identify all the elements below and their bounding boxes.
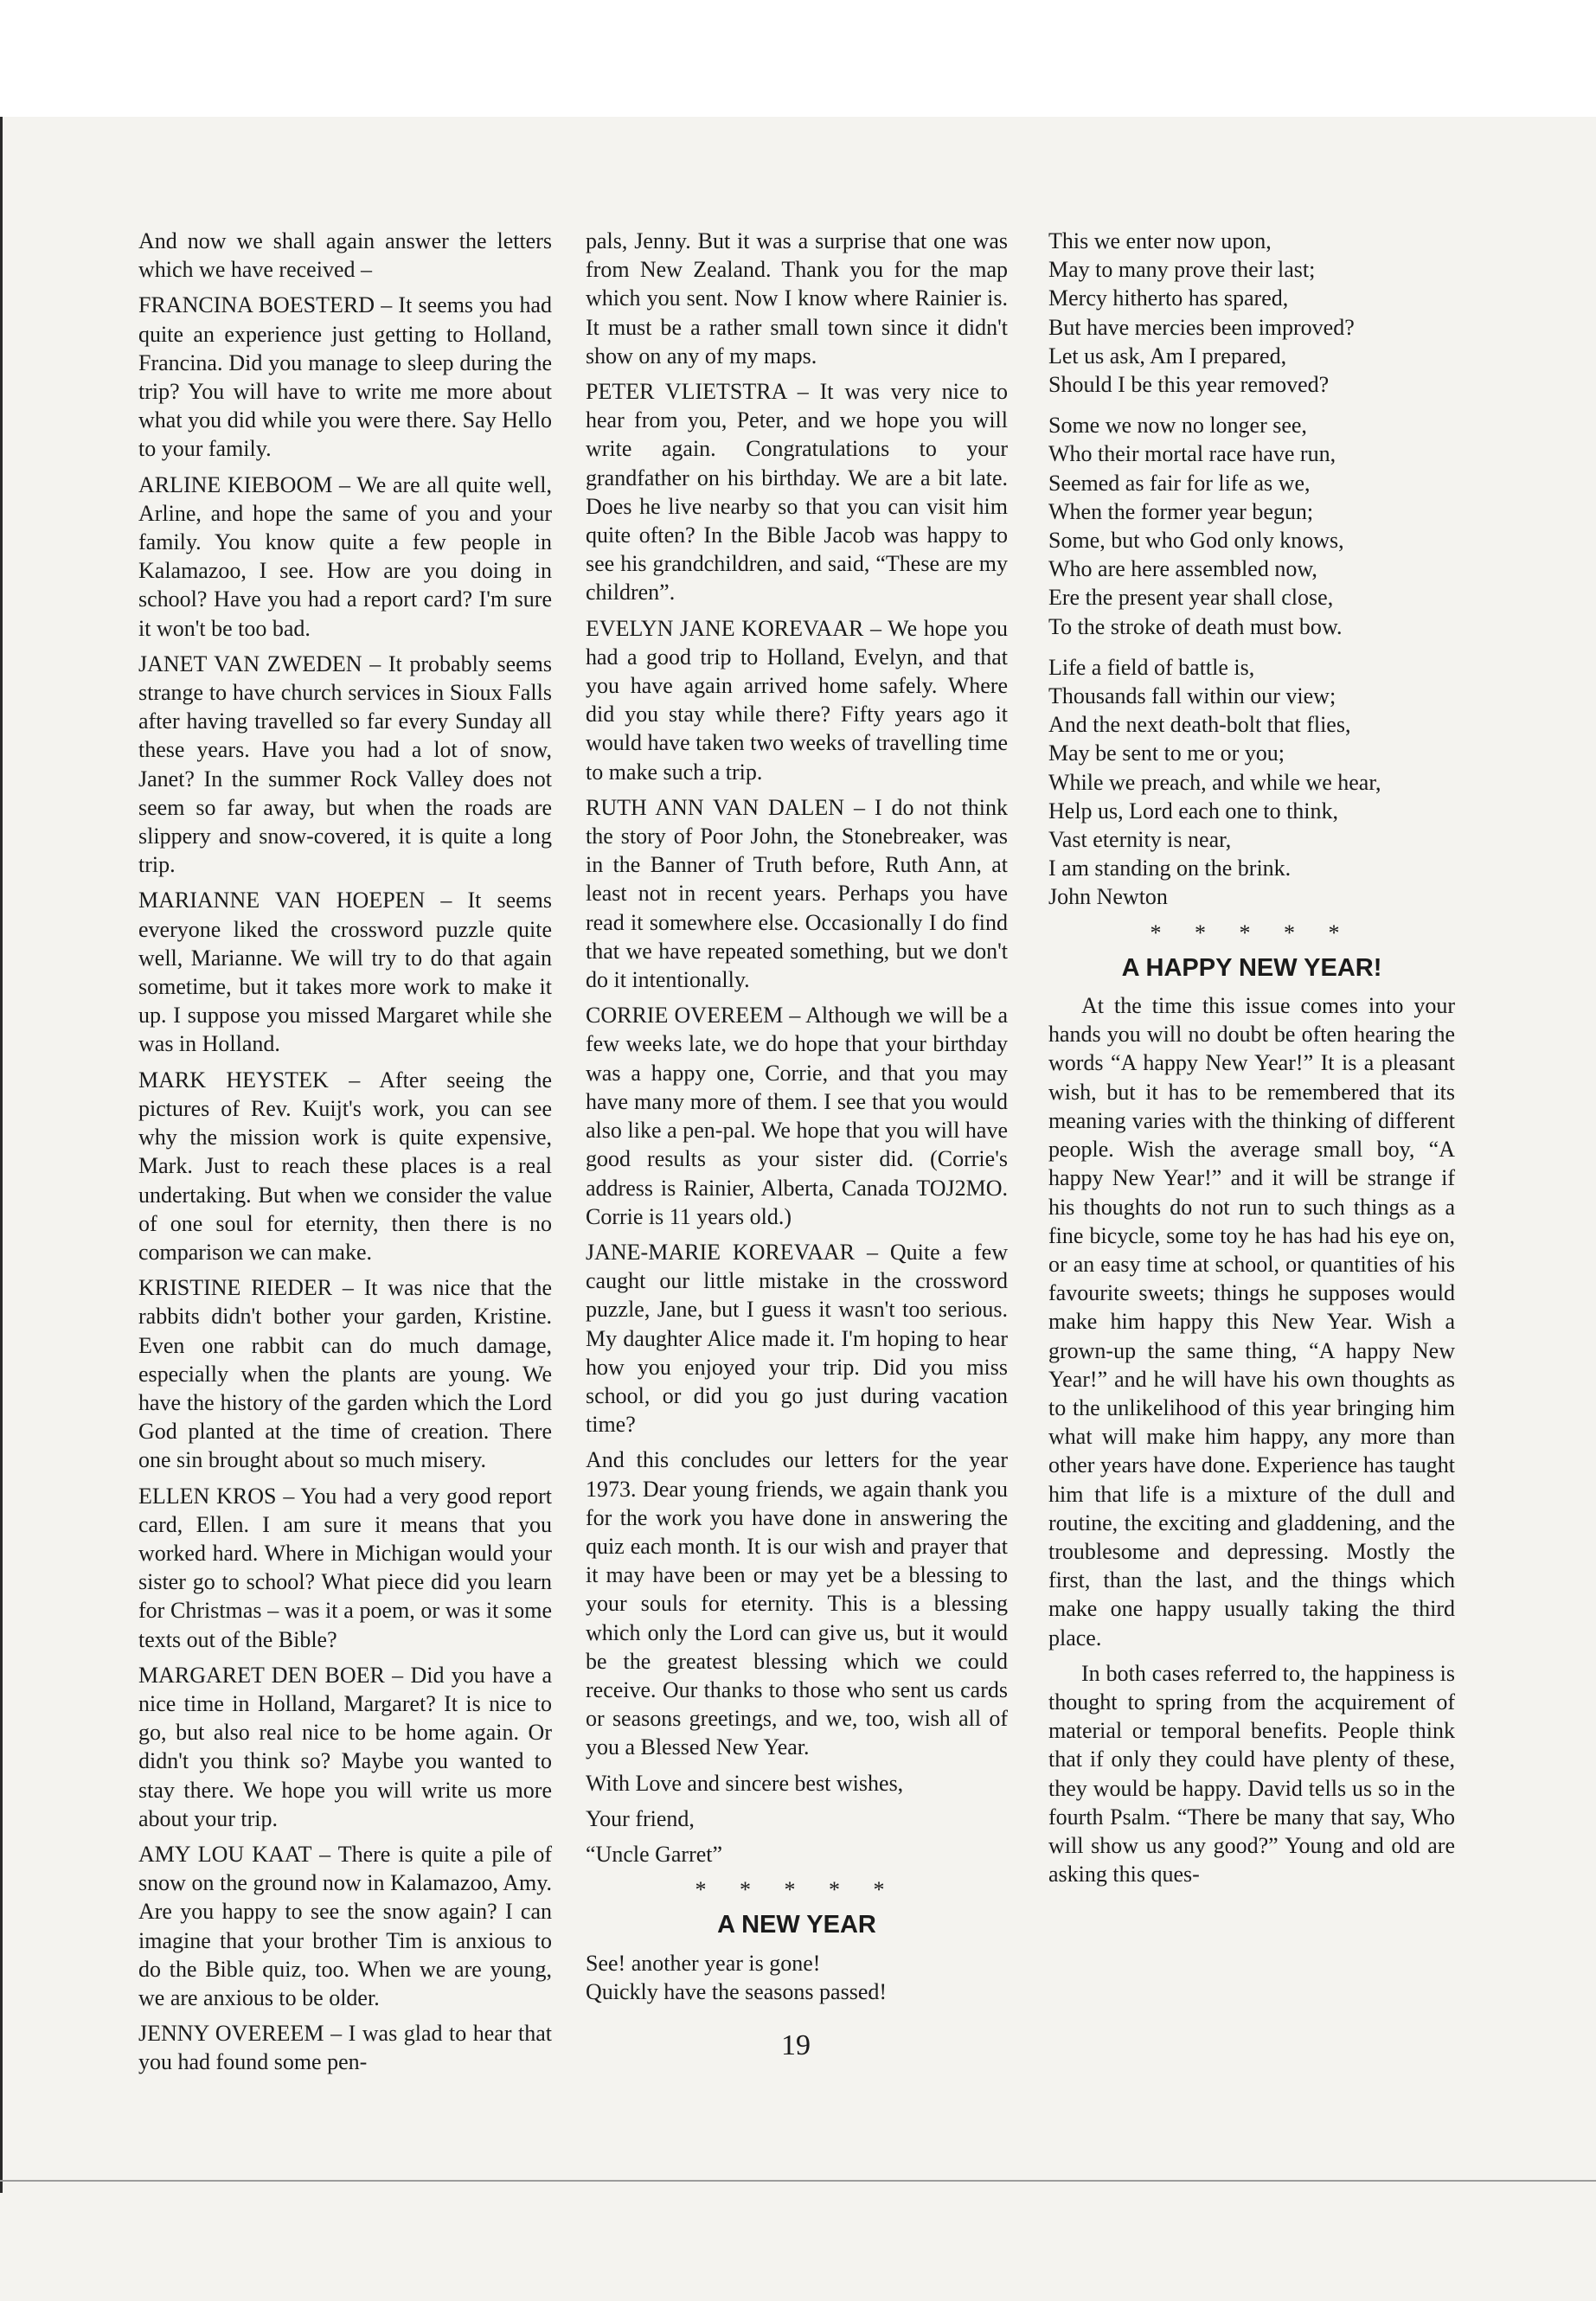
section-divider-stars: * * * * * — [695, 1877, 899, 1903]
poem-line: This we enter now upon, — [1048, 228, 1272, 253]
letter-name: CORRIE OVEREEM — [586, 1003, 784, 1029]
letter-name: MARIANNE VAN HOEPEN — [138, 888, 426, 913]
poem-line: Some we now no longer see, — [1048, 413, 1307, 439]
letter-reply: KRISTINE RIEDER – It was nice that the rabbits didn't bother your garden, Kristine. Even one rabbit can do much damage, especially when the plants are young. We have the history of the garden which the Lord God planted at the time of creation. There one sin brought about so much misery. — [138, 1275, 552, 1473]
signature-line: “Uncle Garret” — [586, 1841, 723, 1867]
poem-line: Should I be this year removed? — [1048, 372, 1330, 398]
letter-reply: PETER VLIETSTRA – It was very nice to hear from you, Peter, and we hope you will write again. Congratulations to your grandfather on his birthday. We are a bit late. Does he live nearby so that you can visit him quite often? In the Bible Jacob was happy to see his grandchildren, and said, “These are my children”. — [586, 379, 1008, 606]
poem-line: May to many prove their last; — [1048, 257, 1316, 283]
article-paragraph: In both cases referred to, the happiness is thought to spring from the acquirement of material or temporal benefits. People think that if only they could have plenty of these, they would be happy. David tells us so in the fourth Psalm. “There be many that say, Who will show us any good?” Young and old are asking this ques- — [1048, 1660, 1455, 1888]
letter-reply: ELLEN KROS – You had a very good report card, Ellen. I am sure it means that you worked hard. Where in Michigan would your sister go to school? What piece did you learn for Christmas – was it a poem, or was it some texts out of the Bible? — [138, 1483, 552, 1652]
continuation-paragraph: pals, Jenny. But it was a surprise that one was from New Zealand. Thank you for the map which you sent. Now I know where Rainier is. It must be a rather small town since it didn't show on any of my maps. — [586, 228, 1008, 369]
letter-name: JANE-MARIE KOREVAAR — [586, 1239, 856, 1265]
poem-line: But have mercies been improved? — [1048, 314, 1355, 340]
poem-line: While we preach, and while we hear, — [1048, 769, 1381, 795]
page-number: 19 — [781, 2029, 811, 2061]
poem-line: Mercy hitherto has spared, — [1048, 285, 1289, 311]
poem-line: May be sent to me or you; — [1048, 740, 1285, 766]
letter-reply: JENNY OVEREEM – I was glad to hear that you had found some pen- — [138, 2021, 552, 2075]
letter-text: It was very nice to hear from you, Peter, and we hope you will write again. Congratulations to your grandfather on his birthday. We are a bit late. Does he live nearby so that you can visit him quite often? In the Bible Jacob was happy to see his grandchildren, and said, “These are my children”. — [586, 379, 1008, 606]
letter-reply: JANET VAN ZWEDEN – It probably seems strange to have church services in Sioux Falls after having travelled so far every Sunday all these years. Have you had a lot of snow, Janet? In the summer Rock Valley does not seem so far away, but when the roads are slippery and snow-covered, it is quite a long trip. — [138, 651, 552, 878]
letter-text: There is quite a pile of snow on the ground now in Kalamazoo, Amy. Are you happy to see the snow again? I can imagine that your brother Tim is anxious to do the Bible quiz, too. When we are young, we are anxious to be older. — [138, 1841, 553, 2010]
column-3 — [1048, 227, 1455, 1895]
poem-line: Thousands fall within our view; — [1048, 683, 1336, 709]
poem-line: Ere the present year shall close, — [1048, 585, 1334, 611]
letter-reply: RUTH ANN VAN DALEN – I do not think the story of Poor John, the Stonebreaker, was in the Banner of Truth before, Ruth Ann, at least not in recent years. Perhaps you have read it somewhere else. Occasionally I do find that we have repeated something, but we don't do it intentionally. — [586, 794, 1008, 993]
poem-line: When the former year begun; — [1048, 498, 1314, 524]
letter-reply: MARGARET DEN BOER – Did you have a nice time in Holland, Margaret? It is nice to go, but also real nice to be home again. Or didn't you think so? Maybe you wanted to stay there. We hope you will write us more about your trip. — [138, 1662, 553, 1831]
letter-text: It was nice that the rabbits didn't bother your garden, Kristine. Even one rabbit can do much damage, especially when the plants are young. We have the history of the garden which the Lord God planted at the time of creation. There one sin brought about so much misery. — [138, 1275, 552, 1473]
letter-name: MARGARET DEN BOER — [138, 1662, 385, 1688]
poem-line: Quickly have the seasons passed! — [586, 1978, 888, 2004]
letter-text: I was glad to hear that you had found some pen- — [138, 2021, 552, 2075]
poem-title: A NEW YEAR — [717, 1911, 876, 1939]
letter-name: KRISTINE RIEDER — [138, 1275, 333, 1301]
letter-reply: EVELYN JANE KOREVAAR – We hope you had a good trip to Holland, Evelyn, and that you have again arrived home safely. Where did you stay while there? Fifty years ago it would have taken two weeks of travelling time to make such a trip. — [586, 615, 1008, 785]
letter-reply: CORRIE OVEREEM – Although we will be a few weeks late, we do hope that your birthday was a happy one, Corrie, and that you may have many more of them. I see that you would also like a pen-pal. We hope that you will have good results as your sister did. (Corrie's address is Rainier, Alberta, Canada TOJ2MO. Corrie is 11 years old.) — [586, 1003, 1008, 1229]
letter-reply: AMY LOU KAAT – There is quite a pile of snow on the ground now in Kalamazoo, Amy. Are you happy to see the snow again? I can imagine that your brother Tim is anxious to do the Bible quiz, too. When we are young, we are anxious to be older. — [138, 1841, 553, 2010]
poem-line: Vast eternity is near, — [1048, 827, 1232, 853]
poem-line: See! another year is gone! — [586, 1950, 821, 1976]
letter-name: PETER VLIETSTRA — [586, 379, 786, 405]
poem-line: Life a field of battle is, — [1048, 654, 1255, 680]
letter-text: We are all quite well, Arline, and hope the same of you and your family. You know quite a few people in Kalamazoo, I see. How are you doing in school? Have you had a report card? I'm sure it won't be too bad. — [138, 471, 552, 641]
letter-name: EVELYN JANE KOREVAAR — [586, 615, 864, 641]
poem-continuation — [1048, 227, 1455, 882]
poem-author: John Newton — [1048, 884, 1168, 910]
letter-name: JANET VAN ZWEDEN — [138, 651, 362, 676]
column-1 — [138, 227, 552, 2084]
letter-reply: ARLINE KIEBOOM – We are all quite well, Arline, and hope the same of you and your family. You know quite a few people in Kalamazoo, I see. How are you doing in school? Have you had a report card? I'm sure it won't be too bad. — [138, 471, 552, 641]
letter-text: We hope you had a good trip to Holland, Evelyn, and that you have again arrived home safely. Where did you stay while there? Fifty years ago it would have taken two weeks of travelling time to make such a trip. — [586, 615, 1008, 785]
letter-name: ARLINE KIEBOOM — [138, 471, 333, 497]
page-top-margin — [0, 0, 1596, 117]
letter-text: Quite a few caught our little mistake in the crossword puzzle, Jane, but I guess it wasn't too serious. My daughter Alice made it. I'm hoping to hear how you enjoyed your trip. Did you miss school, or did you go just during vacation time? — [586, 1239, 1009, 1438]
article-title: A HAPPY NEW YEAR! — [1121, 953, 1382, 982]
letter-reply: FRANCINA BOESTERD – It seems you had quite an experience just getting to Holland, Francina. Did you manage to sleep during the trip? You will have to write me more about what you did while you were there. Say Hello to your family. — [138, 292, 552, 462]
letter-reply: JANE-MARIE KOREVAAR – Quite a few caught our little mistake in the crossword puzzle, Jane, but I guess it wasn't too serious. My daughter Alice made it. I'm hoping to hear how you enjoyed your trip. Did you miss school, or did you go just during vacation time? — [586, 1239, 1009, 1438]
poem-line: Help us, Lord each one to think, — [1048, 798, 1339, 824]
poem-line: Some, but who God only knows, — [1048, 528, 1344, 554]
page-bottom-edge — [0, 2180, 1596, 2182]
closing-paragraph: And this concludes our letters for the year 1973. Dear young friends, we again thank you for the work you have done in answering the quiz each month. It is our wish and prayer that it may have been or may yet be a blessing to your souls for eternity. This is a blessing which only the Lord can give us, but it would be the greatest blessing which we could receive. Our thanks to those who sent us cards or seasons greetings, and we, too, wish all of you a Blessed New Year. — [586, 1447, 1008, 1760]
poem-line: Who are here assembled now, — [1048, 556, 1317, 582]
poem-stanza — [1048, 411, 1455, 641]
letter-text: After seeing the pictures of Rev. Kuijt's work, you can see why the mission work is quite expensive, Mark. Just to reach these places is a real undertaking. But when we consider the value of one soul for eternity, then there is no comparison we can make. — [138, 1067, 552, 1265]
letter-reply: MARK HEYSTEK – After seeing the pictures of Rev. Kuijt's work, you can see why the mission work is quite expensive, Mark. Just to reach these places is a real undertaking. But when we consider the value of one soul for eternity, then there is no comparison we can make. — [138, 1067, 552, 1265]
intro-paragraph: And now we shall again answer the letters which we have received – — [138, 228, 552, 283]
poem-stanza — [1048, 227, 1455, 399]
section-divider-stars: * * * * * — [1150, 920, 1354, 945]
column-2 — [586, 227, 1008, 2006]
letter-text: You had a very good report card, Ellen. I am sure it means that you worked hard. Where in Michigan would your sister go to school? What piece did you learn for Christmas – was it a poem, or was it some texts out of the Bible? — [138, 1483, 552, 1652]
binding-edge — [0, 117, 3, 2193]
signature-line: With Love and sincere best wishes, — [586, 1770, 904, 1796]
letter-name: FRANCINA BOESTERD — [138, 292, 375, 318]
letter-text: Although we will be a few weeks late, we do hope that your birthday was a happy one, Corrie, and that you may have many more of them. I see that you would also like a pen-pal. We hope that you will have good results as your sister did. (Corrie's address is Rainier, Alberta, Canada TOJ2MO. Corrie is 11 years old.) — [586, 1003, 1008, 1229]
poem-line: Let us ask, Am I prepared, — [1048, 343, 1287, 369]
poem-stanza — [1048, 653, 1455, 883]
article-paragraph: At the time this issue comes into your hands you will no doubt be often hearing the words “A happy New Year!” It is a pleasant wish, but it has to be remembered that its meaning varies with the thinking of different people. Wish the average small boy, “A happy New Year!” and it will be strange if his thoughts do not run to such things as a fine bicycle, some toy he has had his eye on, or an easy time at school, or quantities of his favourite sweets; things he supposes would make him happy this New Year. Wish a grown-up the same thing, “A happy New Year!” and he will have his own thoughts as to the unlikelihood of this year bringing him what will make him happy, any more than other years have done. Experience has taught him that life is a mixture of the dull and routine, the exciting and gladdening, and the troublesome and depressing. Mostly the first, than the last, and the things which make one happy usually taking the third place. — [1048, 993, 1455, 1650]
poem-line: Who their mortal race have run, — [1048, 441, 1336, 467]
poem-opening — [586, 1949, 1008, 2006]
poem-line: And the next death-bolt that flies, — [1048, 712, 1351, 738]
letter-text: Did you have a nice time in Holland, Margaret? It is nice to go, but also real nice to be home again. Or didn't you think so? Maybe you wanted to stay there. We hope you will write us more about your trip. — [138, 1662, 553, 1831]
signature-line: Your friend, — [586, 1805, 695, 1831]
letter-name: AMY LOU KAAT — [138, 1841, 312, 1867]
letter-reply: MARIANNE VAN HOEPEN – It seems everyone liked the crossword puzzle quite well, Marianne. We will try to do that again sometime, but it takes more work to make it up. I suppose you missed Margaret while she was in Holland. — [138, 888, 553, 1057]
letter-text: It seems you had quite an experience just getting to Holland, Francina. Did you manage to sleep during the trip? You will have to write me more about what you did while you were there. Say Hello to your family. — [138, 292, 552, 462]
letter-name: RUTH ANN VAN DALEN — [586, 794, 845, 820]
poem-line: Seemed as fair for life as we, — [1048, 470, 1311, 496]
letter-text: It seems everyone liked the crossword puzzle quite well, Marianne. We will try to do that again sometime, but it takes more work to make it up. I suppose you missed Margaret while she was in Holland. — [138, 888, 553, 1057]
letter-name: JENNY OVEREEM — [138, 2021, 324, 2047]
letter-name: MARK HEYSTEK — [138, 1067, 329, 1093]
letter-text: It probably seems strange to have church services in Sioux Falls after having travelled so far every Sunday all these years. Have you had a lot of snow, Janet? In the summer Rock Valley does not seem so far away, but when the roads are slippery and snow-covered, it is quite a long trip. — [138, 651, 552, 878]
poem-line: I am standing on the brink. — [1048, 856, 1292, 881]
letter-text: I do not think the story of Poor John, the Stonebreaker, was in the Banner of Truth before, Ruth Ann, at least not in recent years. Perhaps you have read it somewhere else. Occasionally I do find that we have repeated something, but we don't do it intentionally. — [586, 794, 1008, 993]
poem-line: To the stroke of death must bow. — [1048, 613, 1343, 639]
letter-name: ELLEN KROS — [138, 1483, 277, 1509]
